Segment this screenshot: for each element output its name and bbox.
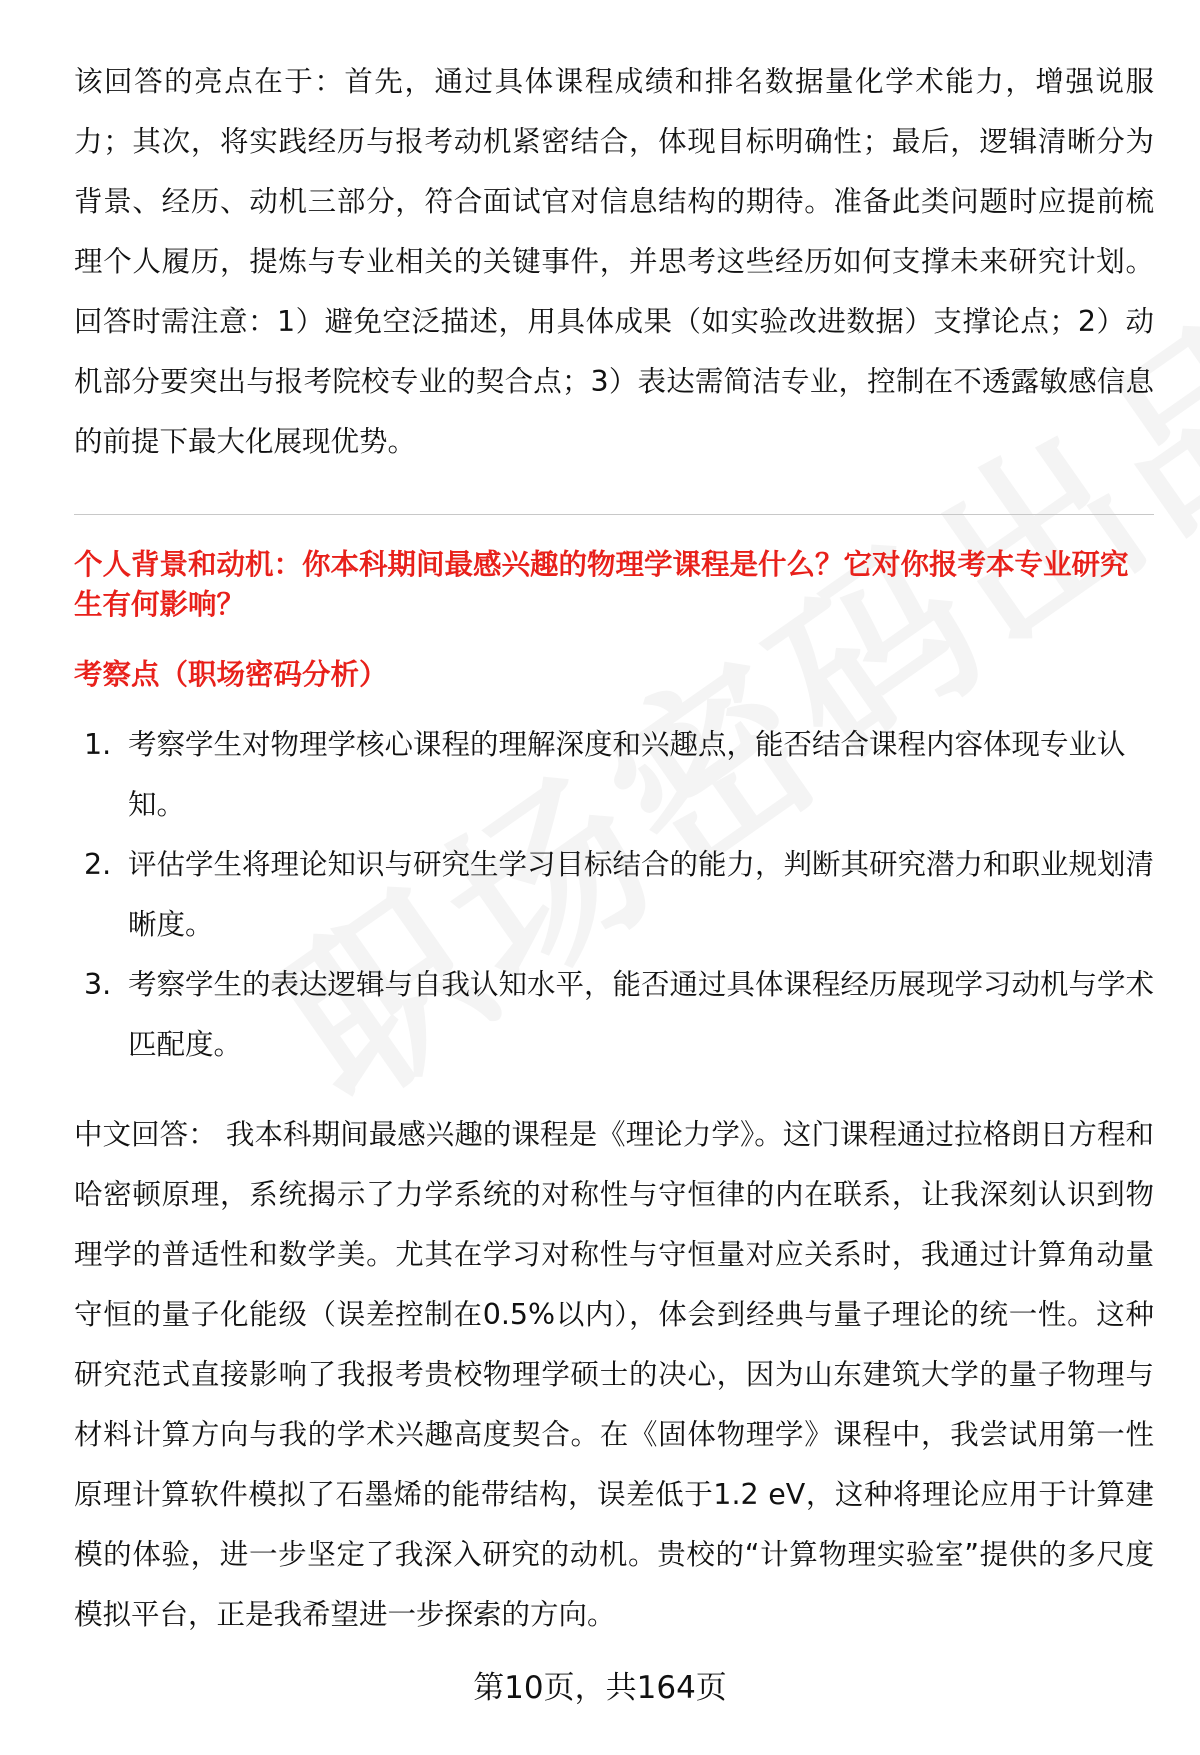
intro-paragraph: 该回答的亮点在于：首先，通过具体课程成绩和排名数据量化学术能力，增强说服力；其次，将实践经历与报考动机紧密结合，体现目标明确性；最后，逻辑清晰分为背景、经历、动机三部分，符合面试官对信息结构的期待。准备此类问题时应提前梳理个人履历，提炼与专业相关的关键事件，并思考这些经历如何支撑未来研究计划。回答时需注意：1）避免空泛描述，用具体成果（如实验改进数据）支撑论点；2）动机部分要突出与报考院校专业的契合点；3）表达需简洁专业，控制在不透露敏感信息的前提下最大化展现优势。 [74,65,1154,458]
list-item-number: 3. [84,968,112,1001]
list-item-text: 考察学生的表达逻辑与自我认知水平，能否通过具体课程经历展现学习动机与学术匹配度。 [128,968,1155,1061]
section-divider [74,514,1154,515]
section-heading: 考察点（职场密码分析） [74,658,388,691]
assessment-points-list [74,715,1154,1075]
question-title: 个人背景和动机：你本科期间最感兴趣的物理学课程是什么？它对你报考本专业研究生有何影响？ [74,548,1129,621]
list-item-text: 评估学生将理论知识与研究生学习目标结合的能力，判断其研究潜力和职业规划清晰度。 [128,848,1155,941]
answer-paragraph: 中文回答： 我本科期间最感兴趣的课程是《理论力学》。这门课程通过拉格朗日方程和哈密顿原理，系统揭示了力学系统的对称性与守恒律的内在联系，让我深刻认识到物理学的普适性和数学美。尤其在学习对称性与守恒量对应关系时，我通过计算角动量守恒的量子化能级（误差控制在0.5%以内），体会到经典与量子理论的统一性。这种研究范式直接影响了我报考贵校物理学硕士的决心，因为山东建筑大学的量子物理与材料计算方向与我的学术兴趣高度契合。在《固体物理学》课程中，我尝试用第一性原理计算软件模拟了石墨烯的能带结构，误差低于1.2 eV，这种将理论应用于计算建模的体验，进一步坚定了我深入研究的动机。贵校的“计算物理实验室”提供的多尺度模拟平台，正是我希望进一步探索的方向。 [74,1118,1154,1631]
list-item [74,715,1154,835]
page-number-footer: 第10页，共164页 [473,1670,727,1706]
list-item [74,835,1154,955]
list-item [74,955,1154,1075]
list-item-number: 1. [84,728,112,761]
list-item-number: 2. [84,848,112,881]
page-content [74,52,1154,1645]
list-item-text: 考察学生对物理学核心课程的理解深度和兴趣点，能否结合课程内容体现专业认知。 [128,728,1126,821]
